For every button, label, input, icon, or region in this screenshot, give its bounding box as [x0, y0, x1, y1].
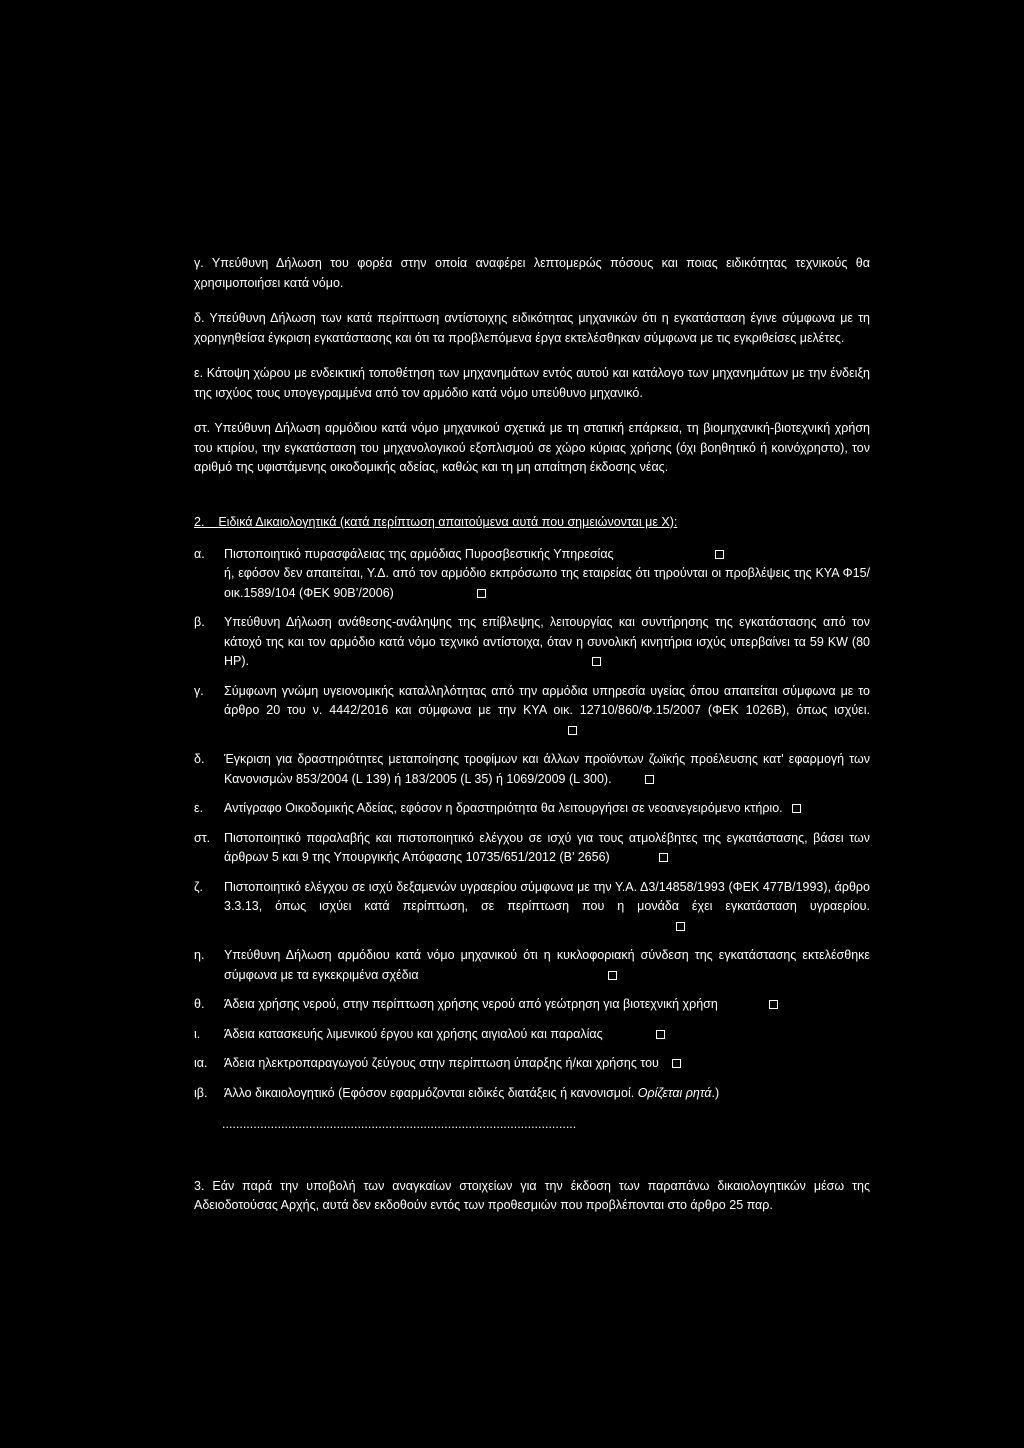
document-page	[194, 254, 870, 1228]
fill-in-line: ......................................................................................................	[222, 1117, 577, 1131]
item-d-text: Έγκριση για δραστηριότητες μεταποίησης τροφίμων και άλλων προϊόντων ζωϊκής προέλευσης κατ' εφαρμογή των Κανονισμών 853/2004 (L 139) ή 183/2005 (L 35) ή 1069/2009 (L 300).	[224, 752, 870, 786]
item-b-text: Υπεύθυνη Δήλωση ανάθεσης-ανάληψης της επίβλεψης, λειτουργίας και συντήρησης της εγκατάστασης από τον κάτοχό της και τον αρμόδιο κατά νόμο τεχνικό αντίστοιχα, όταν η συνολική κινητήρια ισχύς υπερβαίνει τα 59 KW (80 HP).	[224, 615, 870, 668]
item-ia	[194, 1054, 870, 1074]
checkbox[interactable]	[792, 804, 801, 813]
item-st-text: Πιστοποιητικό παραλαβής και πιστοποιητικό ελέγχου σε ισχύ για τους ατμολέβητες της εγκατάστασης, βάσει των άρθρων 5 και 9 της Υπουργικής Απόφασης 10735/651/2012 (Β’ 2656)	[224, 830, 870, 864]
item-label: α.	[194, 546, 205, 561]
item-label: θ.	[194, 997, 205, 1011]
checkbox[interactable]	[645, 775, 654, 784]
checkbox[interactable]	[477, 589, 486, 598]
item-label: ιβ.	[194, 1085, 208, 1100]
item-a-line1-wrap	[224, 545, 870, 565]
checkbox[interactable]	[672, 1059, 681, 1068]
paragraph-gamma: γ. Υπεύθυνη Δήλωση του φορέα στην οποία αναφέρει λεπτομερώς πόσους και ποιας ειδικότητας τεχνικούς θα χρησιμοποιήσει κατά νόμο.	[194, 256, 870, 290]
checkbox[interactable]	[715, 550, 724, 559]
item-i-text: Άδεια κατασκευής λιμενικού έργου και χρήσης αιγιαλού και παραλίας	[224, 1026, 603, 1041]
item-i	[194, 1025, 870, 1045]
section-2-number: 2.	[194, 514, 205, 529]
item-label: στ.	[194, 830, 211, 845]
checkbox[interactable]	[676, 922, 685, 931]
item-ib	[194, 1084, 870, 1104]
checkbox[interactable]	[608, 971, 617, 980]
item-a-line2-wrap	[224, 564, 870, 603]
item-ib-text: Άλλο δικαιολογητικό (Εφόσον εφαρμόζονται ειδικές διατάξεις ή κανονισμοί.	[224, 1085, 635, 1100]
item-label: ε.	[194, 801, 204, 815]
item-b	[194, 613, 870, 672]
section-2-title: Ειδικά Δικαιολογητικά (κατά περίπτωση απαιτούμενα αυτά που σημειώνονται με Χ):	[218, 514, 678, 529]
item-label: η.	[194, 948, 205, 962]
item-a	[194, 545, 870, 604]
item-ia-text: Άδεια ηλεκτροπαραγωγού ζεύγους στην περίπτωση ύπαρξης ή/και χρήσης του	[224, 1056, 659, 1070]
item-e	[194, 799, 870, 819]
checkbox[interactable]	[592, 657, 601, 666]
paragraph-delta: δ. Υπεύθυνη Δήλωση των κατά περίπτωση αντίστοιχης ειδικότητας μηχανικών ότι η εγκατάσταση έγινε σύμφωνα με τη χορηγηθείσα έγκριση εγκατάστασης και ότι τα προβλεπόμενα έργα εκτελέσθηκαν σύμφωνα με τις εγκριθείσες μελέτες.	[194, 311, 870, 345]
paragraph-st: στ. Υπεύθυνη Δήλωση αρμόδιου κατά νόμο μηχανικού σχετικά με τη στατική επάρκεια, τη βιομηχανική-βιοτεχνική χρήση του κτιρίου, την εγκατάσταση του μηχανολογικού εξοπλισμού σε χώρο κύριας χρήσης (όχι βοηθητικό ή κοινόχρηστο), τον αριθμό της υφιστάμενης οικοδομικής αδείας, καθώς και τη μη απαίτηση έκδοσης νέας.	[194, 421, 870, 474]
checkbox[interactable]	[568, 726, 577, 735]
section-2-heading	[194, 515, 870, 529]
item-ib-italic: Ορίζεται ρητά	[637, 1085, 712, 1100]
item-label: ζ.	[194, 879, 203, 894]
item-h-text: Υπεύθυνη Δήλωση αρμόδιου κατά νόμο μηχανικού ότι η κυκλοφοριακή σύνδεση της εγκατάστασης εκτελέσθηκε σύμφωνα με τα εγκεκριμένα σχέδια	[224, 948, 870, 982]
item-z	[194, 878, 870, 937]
item-a-line1: Πιστοποιητικό πυρασφάλειας της αρμόδιας Πυροσβεστικής Υπηρεσίας	[224, 546, 614, 561]
checkbox[interactable]	[659, 853, 668, 862]
item-label: ια.	[194, 1056, 208, 1070]
item-label: ι.	[194, 1026, 201, 1041]
item-e-text: Αντίγραφο Οικοδομικής Αδείας, εφόσον η δραστηριότητα θα λειτουργήσει σε νεοανεγειρόμενο κτήριο.	[224, 801, 783, 815]
item-label: γ.	[194, 683, 204, 698]
item-h	[194, 946, 870, 985]
item-st	[194, 829, 870, 868]
item-d	[194, 750, 870, 789]
item-c-text: Σύμφωνη γνώμη υγειονομικής καταλληλότητας από την αρμόδια υπηρεσία υγείας όπου απαιτείται σύμφωνα με το άρθρο 20 του ν. 4442/2016 και σύμφωνα με την ΚΥΑ οικ. 12710/860/Φ.15/2007 (ΦΕΚ 1026Β), όπως ισχύει.	[224, 683, 870, 717]
item-th-text: Άδεια χρήσης νερού, στην περίπτωση χρήσης νερού από γεώτρηση για βιοτεχνική χρήση	[224, 997, 718, 1011]
item-label: β.	[194, 615, 205, 629]
paragraph-3: 3. Εάν παρά την υποβολή των αναγκαίων στοιχείων για την έκδοση των παραπάνω δικαιολογητικών μέσω της Αδειοδοτούσας Αρχής, αυτά δεν εκδοθούν εντός των προθεσμιών που προβλέπονται στο άρθρο 25 παρ.	[194, 1178, 870, 1212]
item-ib-tail: .)	[711, 1085, 720, 1100]
checkbox[interactable]	[769, 1000, 778, 1009]
item-th	[194, 995, 870, 1015]
item-a-line2: ή, εφόσον δεν απαιτείται, Υ.Δ. από τον αρμόδιο εκπρόσωπο της εταιρείας ότι τηρούνται οι προβλέψεις της ΚΥΑ Φ15/οικ.1589/104 (ΦΕΚ 90Β’/2006)	[224, 566, 870, 600]
item-z-text: Πιστοποιητικό ελέγχου σε ισχύ δεξαμενών υγραερίου σύμφωνα με την Υ.Α. Δ3/14858/1993 (ΦΕΚ 477Β/1993), άρθρο 3.3.13, όπως ισχύει κατά περίπτωση, σε περίπτωση που η μονάδα έχει εγκατάσταση υγραερίου.	[224, 879, 870, 913]
item-c	[194, 682, 870, 741]
checkbox[interactable]	[656, 1030, 665, 1039]
item-label: δ.	[194, 752, 205, 766]
paragraph-epsilon: ε. Κάτοψη χώρου με ενδεικτική τοποθέτηση των μηχανημάτων εντός αυτού και κατάλογο των μηχανημάτων με την ένδειξη της ισχύος τους υπογεγραμμένα από τον αρμόδιο κατά νόμο υπεύθυνο μηχανικό.	[194, 366, 870, 400]
